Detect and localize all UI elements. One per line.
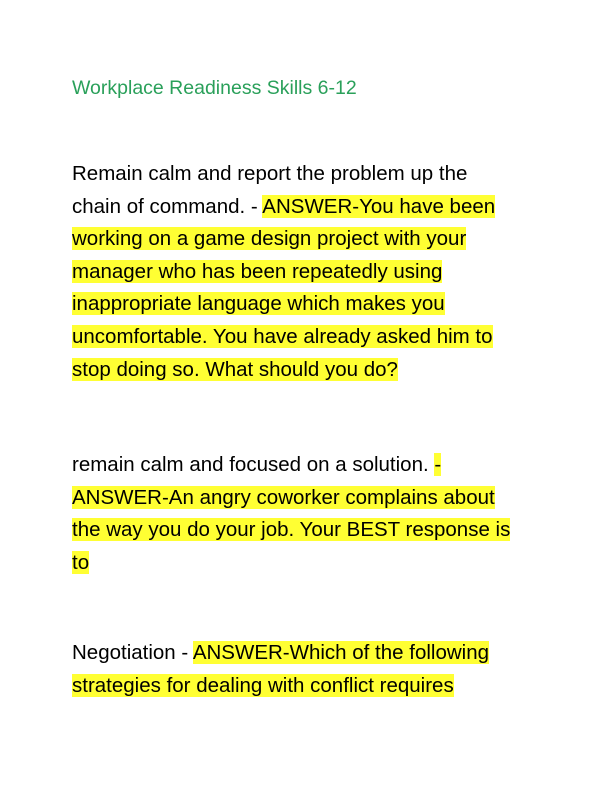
entry-line bbox=[72, 482, 542, 515]
question-highlight: - bbox=[434, 453, 442, 476]
question-highlight: the way you do your job. Your BEST response is bbox=[72, 518, 511, 542]
entry-line bbox=[72, 354, 542, 387]
qa-entry bbox=[72, 158, 542, 386]
question-highlight: working on a game design project with your bbox=[72, 227, 467, 251]
entry-line bbox=[72, 449, 542, 482]
entry-line bbox=[72, 256, 542, 289]
qa-entry bbox=[72, 449, 542, 579]
entry-line bbox=[72, 288, 542, 321]
entry-line bbox=[72, 158, 542, 191]
answer-text: remain calm and focused on a solution. bbox=[72, 453, 435, 476]
answer-text: Remain calm and report the problem up the bbox=[72, 162, 468, 185]
entry-line bbox=[72, 223, 542, 256]
question-highlight: ANSWER-Which of the following bbox=[192, 641, 490, 664]
question-highlight: to bbox=[72, 550, 90, 574]
entry-line bbox=[72, 514, 542, 547]
question-highlight: stop doing so. What should you do? bbox=[72, 357, 398, 381]
question-highlight: ANSWER-An angry coworker complains about bbox=[72, 485, 495, 509]
entry-line bbox=[72, 547, 542, 580]
question-highlight: manager who has been repeatedly using bbox=[72, 259, 443, 283]
question-highlight: inappropriate language which makes you bbox=[72, 292, 445, 316]
document-title: Workplace Readiness Skills 6-12 bbox=[72, 77, 357, 99]
answer-text: Negotiation - bbox=[72, 641, 193, 664]
entry-line bbox=[72, 191, 542, 224]
entry-line bbox=[72, 670, 542, 703]
entry-line bbox=[72, 637, 542, 670]
qa-entry bbox=[72, 637, 542, 702]
question-highlight: strategies for dealing with conflict requires bbox=[72, 673, 454, 697]
question-highlight: uncomfortable. You have already asked him to bbox=[72, 324, 493, 348]
answer-text: chain of command. - bbox=[72, 194, 263, 218]
question-highlight: ANSWER-You have been bbox=[262, 194, 496, 218]
entry-line bbox=[72, 321, 542, 354]
